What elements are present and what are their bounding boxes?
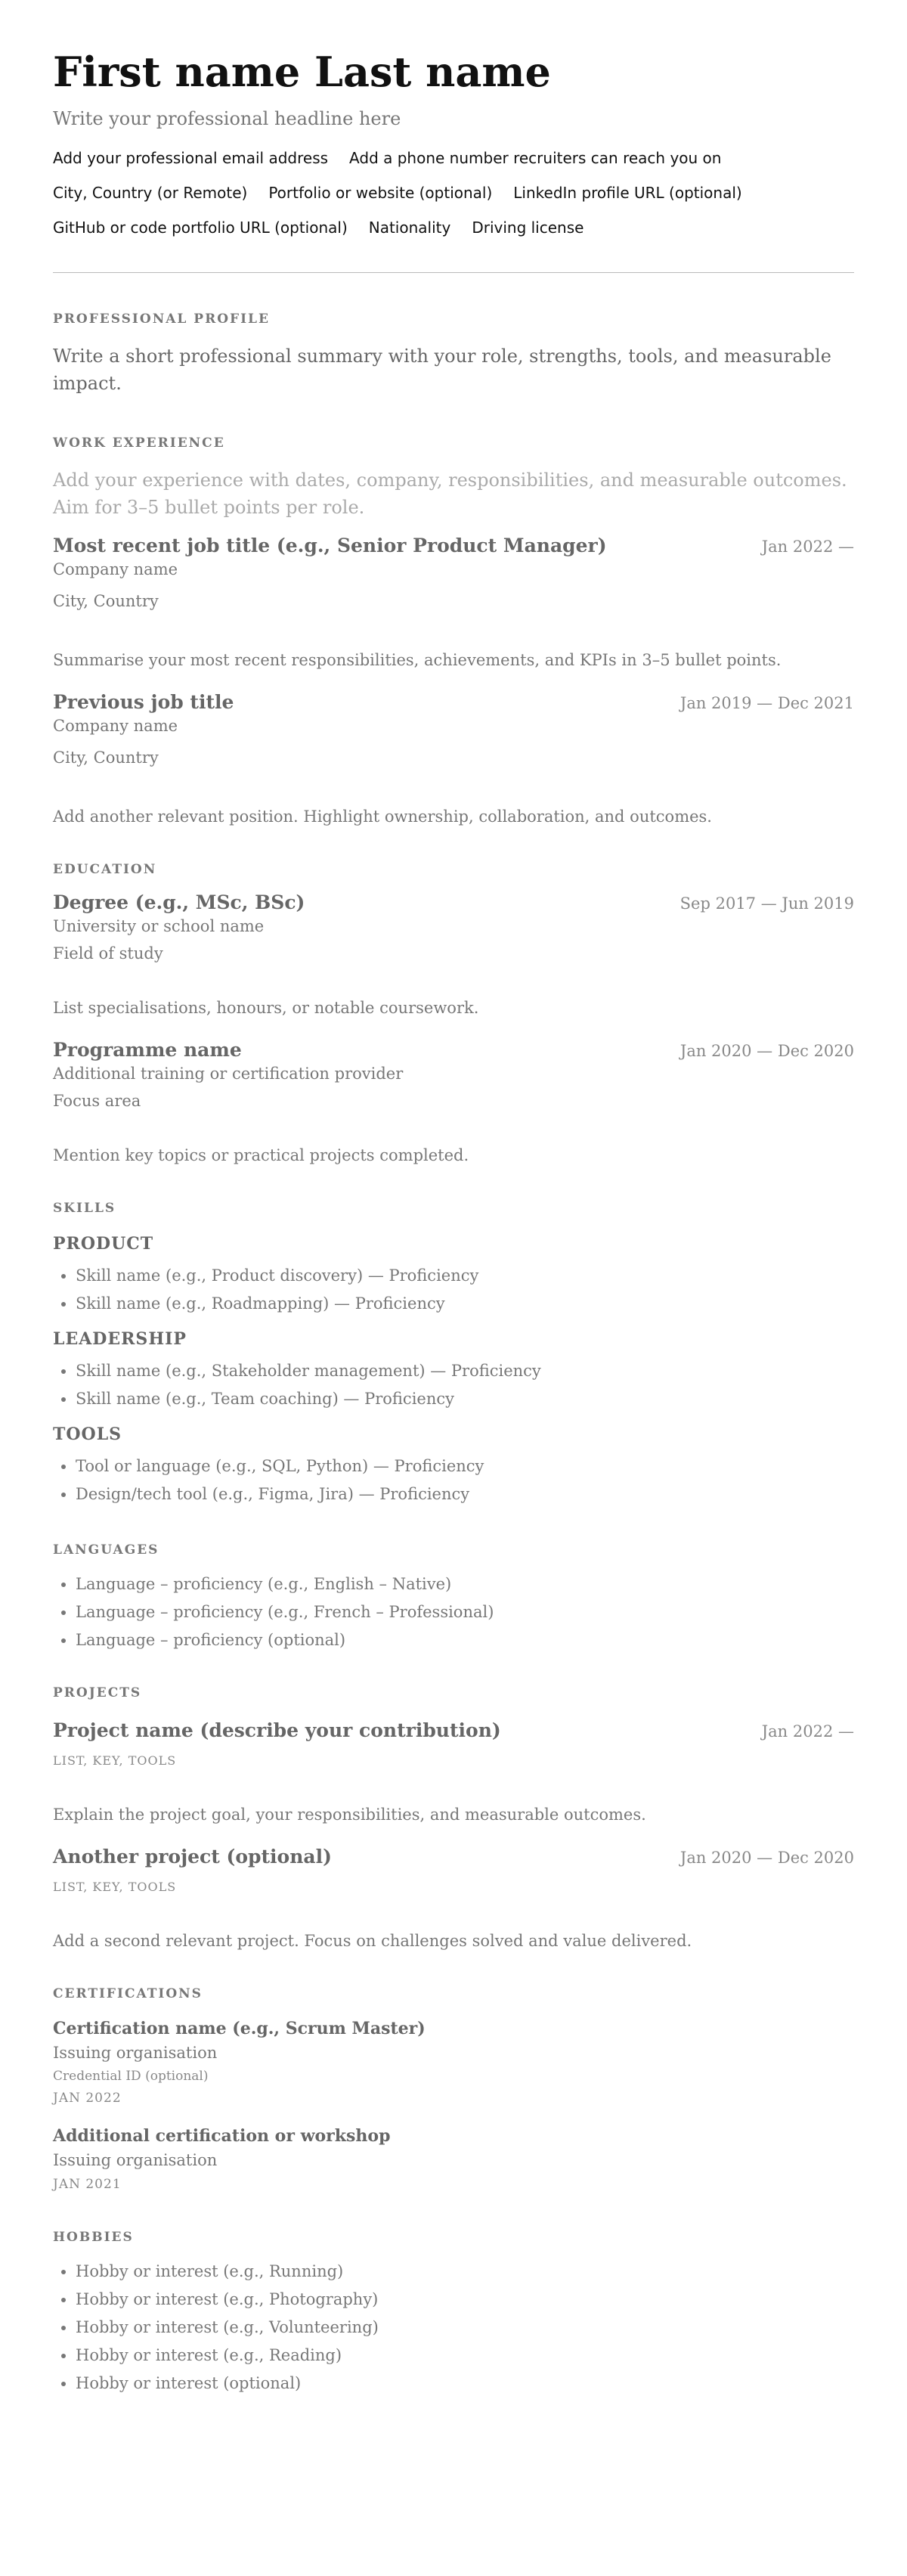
project-description: Add a second relevant project. Focus on challenges solved and value delivered. [53,1932,692,1950]
list-item: • Skill name (e.g., Roadmapping) — Proficiency [76,1290,854,1318]
list-item: • Design/tech tool (e.g., Figma, Jira) — Proficiency [76,1480,854,1508]
section-title: PROFESSIONAL PROFILE [53,312,270,327]
certification-title: Certification name (e.g., Scrum Master) [53,2019,426,2038]
skill-group-title: TOOLS [53,1424,122,1444]
list-item: • Hobby or interest (e.g., Running) [76,2258,854,2286]
school-name: University or school name [53,917,265,935]
company-name: Company name [53,717,178,735]
contact-phone: Add a phone number recruiters can reach you on [349,149,722,167]
candidate-name: First name Last name [53,48,551,96]
certification-issuer: Issuing organisation [53,2151,218,2169]
section-title: LANGUAGES [53,1542,159,1558]
list-item: • Language – proficiency (e.g., French – Professional) [76,1598,854,1626]
job-description: Add another relevant position. Highlight ownership, collaboration, and outcomes. [53,808,712,826]
contact-github: GitHub or code portfolio URL (optional) [53,219,348,237]
education-description: List specialisations, honours, or notable coursework. [53,999,479,1017]
job-title: Most recent job title (e.g., Senior Product Manager) [53,535,607,556]
section-projects [53,1685,854,1952]
section-title: SKILLS [53,1201,116,1216]
project-description: Explain the project goal, your responsibilities, and measurable outcomes. [53,1806,646,1824]
company-name: Company name [53,560,178,578]
section-hobbies [53,2229,854,2398]
project-entry [53,1846,854,1952]
section-languages [53,1542,854,1654]
field-of-study: Field of study [53,944,163,963]
list-item: • Hobby or interest (e.g., Reading) [76,2342,854,2370]
certification-issuer: Issuing organisation [53,2044,218,2062]
language-list [53,1570,854,1654]
skill-list [53,1262,854,1318]
experience-intro: Add your experience with dates, company, responsibilities, and measurable outcomes. Aim for 3–5 bullet points per role. [53,470,847,518]
section-profile [53,311,854,397]
section-title: CERTIFICATIONS [53,1986,203,2001]
project-dates: Jan 2022 — [761,1722,854,1741]
education-entry [53,1039,854,1167]
skill-group-title: PRODUCT [53,1234,154,1254]
section-title: EDUCATION [53,862,157,877]
list-item: • Hobby or interest (e.g., Volunteering) [76,2314,854,2342]
job-dates: Jan 2019 — Dec 2021 [679,694,854,712]
contact-linkedin: LinkedIn profile URL (optional) [513,184,742,202]
contact-portfolio: Portfolio or website (optional) [268,184,493,202]
education-description: Mention key topics or practical projects completed. [53,1146,469,1164]
project-title: Project name (describe your contribution) [53,1719,501,1741]
certification-entry [53,2017,854,2109]
list-item: • Skill name (e.g., Product discovery) — Proficiency [76,1262,854,1290]
certification-entry [53,2125,854,2196]
project-title: Another project (optional) [53,1846,332,1868]
education-dates: Sep 2017 — Jun 2019 [679,894,854,913]
degree-title: Degree (e.g., MSc, BSc) [53,891,305,913]
certification-title: Additional certification or workshop [53,2126,391,2146]
school-name: Additional training or certification provider [53,1065,404,1083]
contact-driving-license: Driving license [472,219,584,237]
list-item: • Tool or language (e.g., SQL, Python) — Proficiency [76,1452,854,1480]
job-description: Summarise your most recent responsibilities, achievements, and KPIs in 3–5 bullet points. [53,651,782,669]
skill-list [53,1357,854,1413]
list-item: • Hobby or interest (e.g., Photography) [76,2286,854,2314]
education-entry [53,891,854,1019]
skill-group-title: LEADERSHIP [53,1329,187,1349]
credential-id: Credential ID (optional) [53,2069,209,2084]
resume-header [53,45,854,273]
job-location: City, Country [53,592,159,610]
certification-date: JAN 2022 [53,2091,122,2106]
section-title: HOBBIES [53,2230,134,2245]
certification-date: JAN 2021 [53,2177,122,2192]
section-title: PROJECTS [53,1685,142,1700]
list-item: • Skill name (e.g., Stakeholder management) — Proficiency [76,1357,854,1385]
list-item: • Hobby or interest (optional) [76,2370,854,2398]
project-dates: Jan 2020 — Dec 2020 [679,1849,854,1867]
programme-title: Programme name [53,1039,242,1061]
job-title: Previous job title [53,691,234,713]
project-tags: LIST, KEY, TOOLS [53,1880,177,1894]
education-dates: Jan 2020 — Dec 2020 [679,1042,854,1060]
section-certifications [53,1985,854,2196]
experience-entry [53,535,854,671]
job-location: City, Country [53,749,159,767]
section-experience [53,435,854,828]
section-education [53,861,854,1167]
list-item: • Skill name (e.g., Team coaching) — Proficiency [76,1385,854,1413]
skill-list [53,1452,854,1508]
experience-entry [53,691,854,828]
contact-nationality: Nationality [368,219,451,237]
hobby-list [53,2258,854,2398]
list-item: • Language – proficiency (e.g., English – Native) [76,1570,854,1598]
contact-location: City, Country (or Remote) [53,184,248,202]
list-item: • Language – proficiency (optional) [76,1626,854,1654]
job-dates: Jan 2022 — [761,538,854,556]
profile-summary: Write a short professional summary with your role, strengths, tools, and measurable impact. [53,346,831,394]
project-entry [53,1719,854,1826]
project-tags: LIST, KEY, TOOLS [53,1753,177,1768]
professional-headline: Write your professional headline here [53,108,401,129]
section-skills [53,1200,854,1508]
field-of-study: Focus area [53,1092,141,1110]
contact-email: Add your professional email address [53,149,329,167]
contact-details [53,141,854,245]
section-title: WORK EXPERIENCE [53,436,225,451]
header-divider [53,272,854,273]
